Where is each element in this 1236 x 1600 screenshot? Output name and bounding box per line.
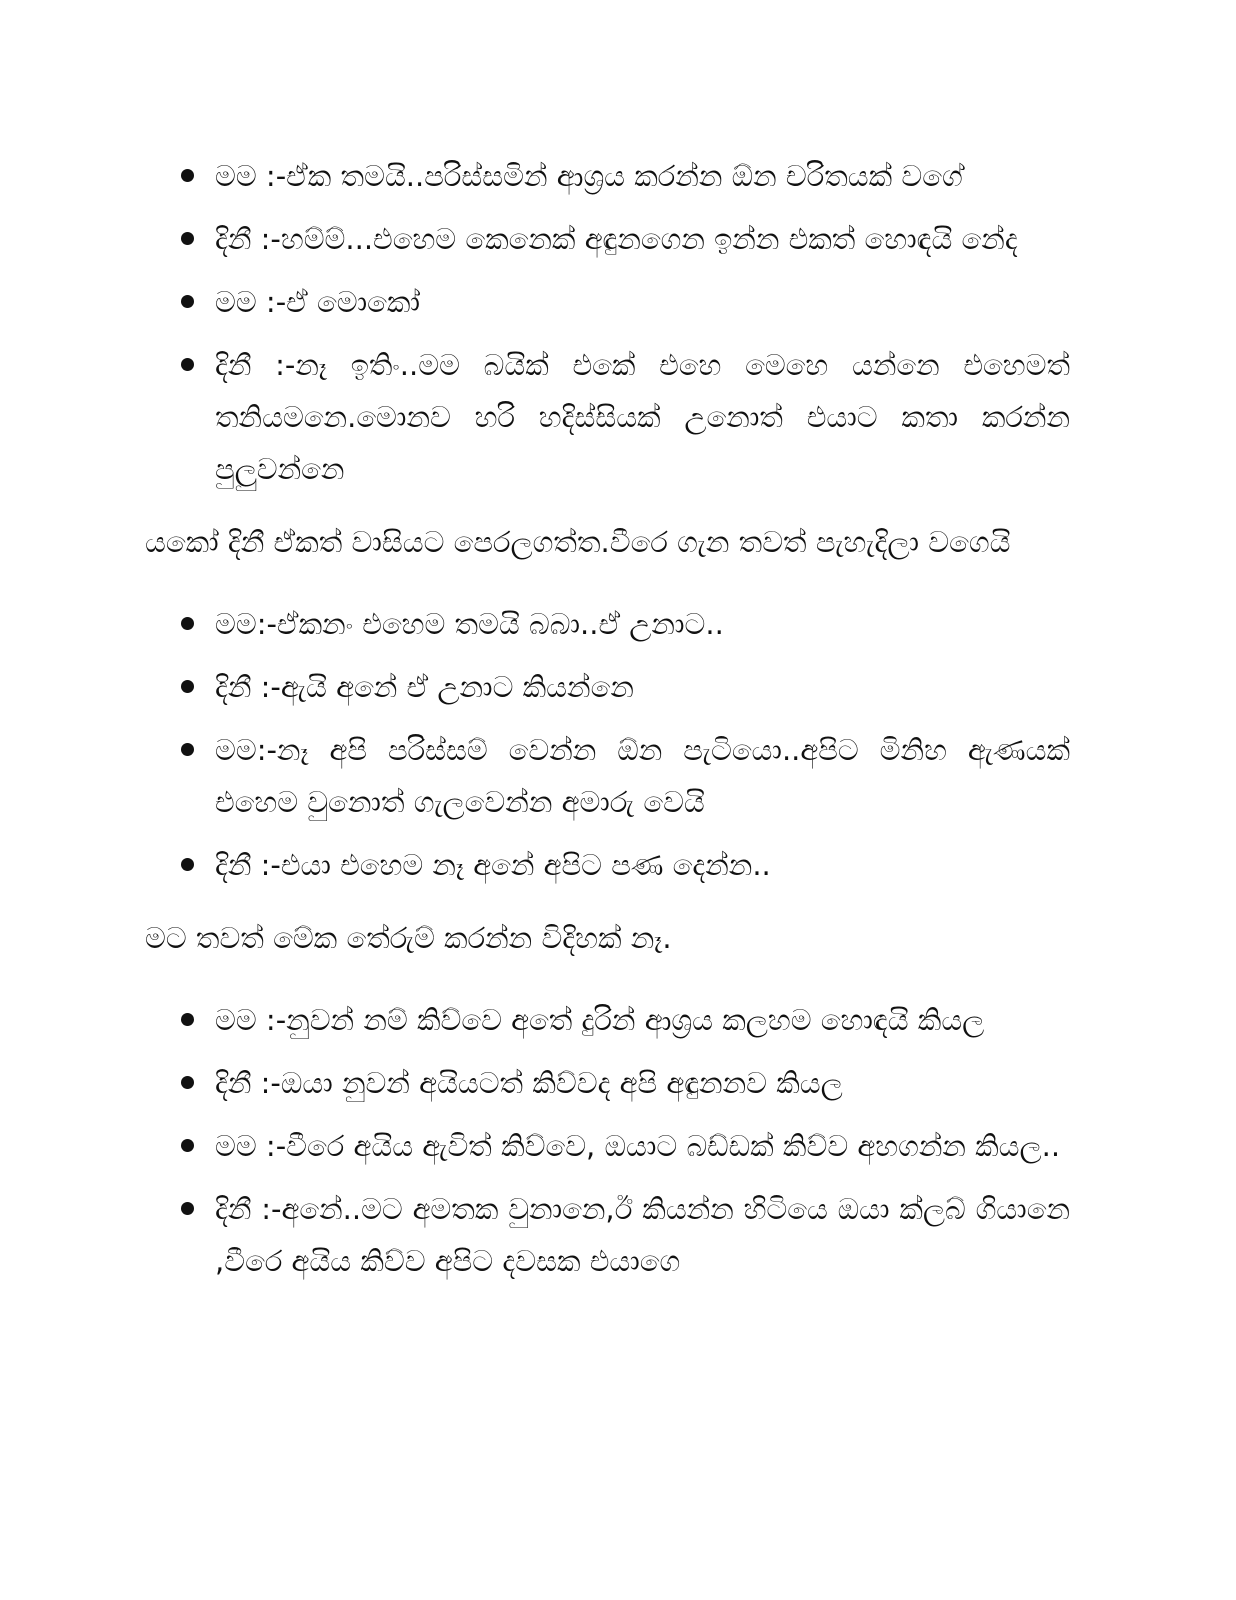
- bullet-icon: [181, 295, 194, 308]
- dialogue-item: [145, 1120, 1070, 1172]
- bullet-icon: [181, 617, 194, 630]
- dialogue-item: [145, 213, 1070, 265]
- bullet-icon: [181, 169, 194, 182]
- dialogue-text: මම:-නෑ අපි පරිස්සම් වෙන්න ඕන පැටියො..අපිට මිනිහ ඇණයක් එහෙම වුනොත් ගැලවෙන්න අමාරු වෙයි: [215, 733, 1070, 819]
- narration-paragraph: යකෝ දිනී ඒකත් වාසියට පෙරලගත්ත.වීරෙ ගැන තවත් පැහැදිලා වගෙයි: [145, 525, 1011, 559]
- dialogue-text: දිනී :-ඔයා නුවන් අයියටත් කිව්වද අපි අඳුනනව කියල: [215, 1066, 843, 1100]
- dialogue-item: [145, 150, 1070, 202]
- document-page: [145, 150, 1070, 1298]
- dialogue-text: දිනී :-නෑ ඉතිං..මම බයික් එකේ එහෙ මෙහෙ යන්නෙ එහෙමත් තනියමනෙ.මොනව හරි හදිස්සියක් උනොත් එයාට කතා කරන්න පුලුවන්නෙ: [215, 348, 1070, 486]
- dialogue-text: මම :-නුවන් නම් කිව්වෙ අතේ දුරින් ආශ්‍රය කලහම හොඳයි කියල: [215, 1003, 985, 1037]
- dialogue-text: මම:-ඒකනං එහෙම තමයි බබා..ඒ උනාට..: [215, 607, 724, 641]
- dialogue-text: දිනී :-ඇයි අනේ ඒ උනාට කියන්නෙ: [215, 670, 634, 704]
- dialogue-item: [145, 598, 1070, 650]
- narration-paragraph: මට තවත් මේක තේරුම් කරන්න විදිහක් නෑ.: [145, 921, 672, 955]
- dialogue-item: [145, 661, 1070, 713]
- dialogue-list: [145, 150, 1070, 495]
- bullet-icon: [181, 858, 194, 871]
- dialogue-text: මම :-ඒ මොකෝ: [215, 285, 420, 319]
- dialogue-text: මම :-වීරෙ අයිය ඇවිත් කිව්වෙ, ඔයාට බඩ්ඩක් කිව්ව අහගන්න කියල..: [215, 1129, 1061, 1163]
- dialogue-text: මම :-ඒක තමයි..පරිස්සමින් ආශ්‍රය කරන්න ඕන චරිතයක් වගේ: [215, 159, 963, 193]
- bullet-icon: [181, 1202, 194, 1215]
- dialogue-list: [145, 598, 1070, 891]
- bullet-icon: [181, 232, 194, 245]
- dialogue-text: දිනී :-අනේ..මට අමතක වුනානෙ,ඊ කියන්න හිටියෙ ඔයා ක්ලබ් ගියානෙ ,වීරෙ අයිය කිව්ව අපිට දවසක එයාගෙ: [215, 1192, 1070, 1278]
- dialogue-item: [145, 276, 1070, 328]
- dialogue-item: [145, 839, 1070, 891]
- bullet-icon: [181, 1139, 194, 1152]
- dialogue-text: දිනී :-හම්ම්...එහෙම කෙනෙක් අඳුනගෙන ඉන්න එකත් හොඳයි නේද: [215, 222, 1018, 256]
- dialogue-text: දිනී :-එයා එහෙම නෑ අනේ අපිට පණ දෙන්න..: [215, 848, 771, 882]
- bullet-icon: [181, 1013, 194, 1026]
- dialogue-item: [145, 1057, 1070, 1109]
- dialogue-item: [145, 339, 1070, 495]
- bullet-icon: [181, 1076, 194, 1089]
- dialogue-item: [145, 1183, 1070, 1287]
- bullet-icon: [181, 358, 194, 371]
- bullet-icon: [181, 743, 194, 756]
- dialogue-list: [145, 994, 1070, 1287]
- bullet-icon: [181, 680, 194, 693]
- dialogue-item: [145, 994, 1070, 1046]
- dialogue-item: [145, 724, 1070, 828]
